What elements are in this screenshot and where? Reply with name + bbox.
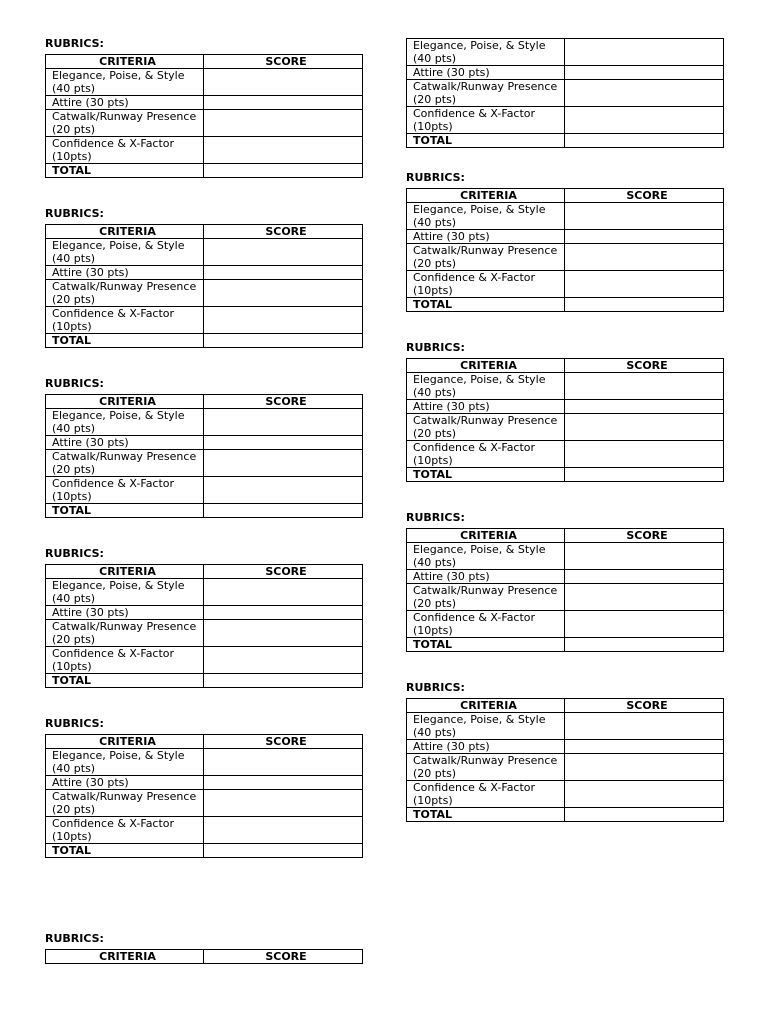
score-cell[interactable] xyxy=(204,776,363,790)
score-cell[interactable] xyxy=(565,754,724,781)
criteria-row xyxy=(46,647,363,674)
criteria-row xyxy=(407,441,724,468)
score-cell[interactable] xyxy=(565,80,724,107)
criteria-row xyxy=(407,713,724,740)
criteria-label: Elegance, Poise, & Style (40 pts) xyxy=(46,579,204,606)
criteria-header: CRITERIA xyxy=(407,699,565,713)
score-header: SCORE xyxy=(565,529,724,543)
criteria-header: CRITERIA xyxy=(407,189,565,203)
total-row xyxy=(46,674,363,688)
criteria-label: Catwalk/Runway Presence (20 pts) xyxy=(407,414,565,441)
criteria-row xyxy=(407,740,724,754)
score-cell[interactable] xyxy=(565,781,724,808)
rubric-title: RUBRICS: xyxy=(406,171,465,184)
total-label: TOTAL xyxy=(407,468,565,482)
rubric-title: RUBRICS: xyxy=(45,717,104,730)
total-label: TOTAL xyxy=(407,298,565,312)
score-cell[interactable] xyxy=(204,280,363,307)
rubric-title: RUBRICS: xyxy=(45,207,104,220)
total-score-cell[interactable] xyxy=(565,638,724,652)
criteria-row xyxy=(46,749,363,776)
criteria-label: Attire (30 pts) xyxy=(407,230,565,244)
rubric-table xyxy=(406,358,724,482)
total-label: TOTAL xyxy=(46,674,204,688)
criteria-row xyxy=(46,450,363,477)
rubric-table xyxy=(406,698,724,822)
criteria-label: Confidence & X-Factor (10pts) xyxy=(46,307,204,334)
total-score-cell[interactable] xyxy=(204,504,363,518)
criteria-row xyxy=(46,776,363,790)
criteria-label: Elegance, Poise, & Style (40 pts) xyxy=(46,239,204,266)
rubric-table xyxy=(45,54,363,178)
score-cell[interactable] xyxy=(565,400,724,414)
score-cell[interactable] xyxy=(204,436,363,450)
criteria-label: Elegance, Poise, & Style (40 pts) xyxy=(46,409,204,436)
header-row xyxy=(46,565,363,579)
total-label: TOTAL xyxy=(407,134,565,148)
rubric-block xyxy=(45,208,362,348)
total-score-cell[interactable] xyxy=(204,674,363,688)
criteria-row xyxy=(46,280,363,307)
criteria-label: Confidence & X-Factor (10pts) xyxy=(46,817,204,844)
criteria-header: CRITERIA xyxy=(407,359,565,373)
criteria-row xyxy=(407,66,724,80)
score-cell[interactable] xyxy=(204,110,363,137)
rubric-block xyxy=(45,933,362,964)
total-label: TOTAL xyxy=(407,638,565,652)
rubric-table xyxy=(45,734,363,858)
criteria-row xyxy=(46,620,363,647)
score-header: SCORE xyxy=(565,189,724,203)
rubric-title: RUBRICS: xyxy=(45,377,104,390)
criteria-label: Confidence & X-Factor (10pts) xyxy=(407,107,565,134)
header-row xyxy=(46,225,363,239)
criteria-header: CRITERIA xyxy=(46,735,204,749)
score-cell[interactable] xyxy=(565,373,724,400)
score-cell[interactable] xyxy=(565,230,724,244)
header-row xyxy=(407,529,724,543)
total-score-cell[interactable] xyxy=(565,468,724,482)
criteria-label: Catwalk/Runway Presence (20 pts) xyxy=(46,790,204,817)
criteria-label: Attire (30 pts) xyxy=(407,400,565,414)
rubric-table xyxy=(45,394,363,518)
score-cell[interactable] xyxy=(204,307,363,334)
criteria-header: CRITERIA xyxy=(46,565,204,579)
criteria-label: Catwalk/Runway Presence (20 pts) xyxy=(407,754,565,781)
score-cell[interactable] xyxy=(204,477,363,504)
score-cell[interactable] xyxy=(565,611,724,638)
criteria-label: Elegance, Poise, & Style (40 pts) xyxy=(407,713,565,740)
total-score-cell[interactable] xyxy=(204,334,363,348)
criteria-label: Elegance, Poise, & Style (40 pts) xyxy=(407,543,565,570)
total-label: TOTAL xyxy=(46,164,204,178)
criteria-label: Attire (30 pts) xyxy=(46,606,204,620)
score-header: SCORE xyxy=(204,565,363,579)
criteria-label: Confidence & X-Factor (10pts) xyxy=(407,271,565,298)
rubric-title: RUBRICS: xyxy=(45,547,104,560)
criteria-label: Confidence & X-Factor (10pts) xyxy=(407,611,565,638)
criteria-row xyxy=(46,96,363,110)
criteria-row xyxy=(407,80,724,107)
total-row xyxy=(46,504,363,518)
criteria-row xyxy=(46,606,363,620)
score-cell[interactable] xyxy=(565,244,724,271)
total-row xyxy=(407,134,724,148)
score-cell[interactable] xyxy=(565,713,724,740)
criteria-label: Attire (30 pts) xyxy=(46,436,204,450)
criteria-header: CRITERIA xyxy=(46,395,204,409)
header-row xyxy=(46,735,363,749)
total-score-cell[interactable] xyxy=(565,808,724,822)
score-cell[interactable] xyxy=(565,441,724,468)
criteria-row xyxy=(407,244,724,271)
total-row xyxy=(46,844,363,858)
rubric-table xyxy=(45,224,363,348)
score-cell[interactable] xyxy=(565,543,724,570)
criteria-row xyxy=(407,230,724,244)
rubric-title: RUBRICS: xyxy=(406,341,465,354)
criteria-row xyxy=(46,307,363,334)
score-cell[interactable] xyxy=(204,450,363,477)
criteria-row xyxy=(46,110,363,137)
rubric-title: RUBRICS: xyxy=(45,932,104,945)
criteria-row xyxy=(407,611,724,638)
criteria-label: Confidence & X-Factor (10pts) xyxy=(46,477,204,504)
criteria-row xyxy=(407,781,724,808)
criteria-label: Confidence & X-Factor (10pts) xyxy=(407,781,565,808)
score-cell[interactable] xyxy=(204,409,363,436)
criteria-header: CRITERIA xyxy=(46,950,204,964)
criteria-label: Attire (30 pts) xyxy=(46,266,204,280)
score-header: SCORE xyxy=(565,699,724,713)
criteria-row xyxy=(407,107,724,134)
score-cell[interactable] xyxy=(204,790,363,817)
criteria-label: Attire (30 pts) xyxy=(46,776,204,790)
criteria-row xyxy=(407,373,724,400)
total-label: TOTAL xyxy=(46,334,204,348)
score-header: SCORE xyxy=(204,55,363,69)
score-cell[interactable] xyxy=(565,271,724,298)
score-header: SCORE xyxy=(204,225,363,239)
header-row xyxy=(407,699,724,713)
rubric-block xyxy=(45,38,362,178)
header-row xyxy=(407,359,724,373)
criteria-row xyxy=(407,203,724,230)
rubric-table xyxy=(406,188,724,312)
total-score-cell[interactable] xyxy=(204,844,363,858)
header-row xyxy=(46,395,363,409)
criteria-label: Attire (30 pts) xyxy=(407,570,565,584)
rubric-title: RUBRICS: xyxy=(406,681,465,694)
criteria-row xyxy=(407,271,724,298)
criteria-row xyxy=(46,817,363,844)
score-cell[interactable] xyxy=(204,620,363,647)
criteria-header: CRITERIA xyxy=(46,55,204,69)
total-label: TOTAL xyxy=(46,844,204,858)
criteria-row xyxy=(46,137,363,164)
criteria-row xyxy=(46,266,363,280)
criteria-label: Confidence & X-Factor (10pts) xyxy=(407,441,565,468)
score-cell[interactable] xyxy=(565,570,724,584)
criteria-label: Confidence & X-Factor (10pts) xyxy=(46,137,204,164)
score-cell[interactable] xyxy=(204,817,363,844)
score-cell[interactable] xyxy=(565,414,724,441)
total-row xyxy=(407,298,724,312)
rubric-title: RUBRICS: xyxy=(45,37,104,50)
criteria-row xyxy=(407,400,724,414)
criteria-row xyxy=(46,579,363,606)
total-row xyxy=(46,164,363,178)
score-header: SCORE xyxy=(204,735,363,749)
criteria-label: Attire (30 pts) xyxy=(407,740,565,754)
score-cell[interactable] xyxy=(565,584,724,611)
rubric-block xyxy=(406,38,723,148)
score-cell[interactable] xyxy=(565,740,724,754)
score-header: SCORE xyxy=(565,359,724,373)
score-cell[interactable] xyxy=(565,107,724,134)
criteria-header: CRITERIA xyxy=(407,529,565,543)
header-row xyxy=(407,189,724,203)
score-cell[interactable] xyxy=(565,203,724,230)
total-score-cell[interactable] xyxy=(565,298,724,312)
criteria-row xyxy=(46,239,363,266)
score-cell[interactable] xyxy=(204,579,363,606)
criteria-label: Catwalk/Runway Presence (20 pts) xyxy=(46,280,204,307)
criteria-row xyxy=(46,477,363,504)
rubric-block xyxy=(45,548,362,688)
criteria-label: Catwalk/Runway Presence (20 pts) xyxy=(46,110,204,137)
score-cell[interactable] xyxy=(565,66,724,80)
total-label: TOTAL xyxy=(46,504,204,518)
criteria-label: Elegance, Poise, & Style (40 pts) xyxy=(46,69,204,96)
score-cell[interactable] xyxy=(204,749,363,776)
criteria-row xyxy=(407,570,724,584)
criteria-row xyxy=(407,414,724,441)
total-label: TOTAL xyxy=(407,808,565,822)
total-row xyxy=(46,334,363,348)
score-header: SCORE xyxy=(204,395,363,409)
criteria-row xyxy=(46,436,363,450)
criteria-row xyxy=(407,543,724,570)
rubric-block xyxy=(406,172,723,312)
total-score-cell[interactable] xyxy=(204,164,363,178)
criteria-header: CRITERIA xyxy=(46,225,204,239)
rubric-title: RUBRICS: xyxy=(406,511,465,524)
criteria-label: Elegance, Poise, & Style (40 pts) xyxy=(407,39,565,66)
score-cell[interactable] xyxy=(204,239,363,266)
total-row xyxy=(407,468,724,482)
rubric-table xyxy=(45,564,363,688)
score-cell[interactable] xyxy=(204,69,363,96)
criteria-label: Elegance, Poise, & Style (40 pts) xyxy=(407,203,565,230)
total-row xyxy=(407,808,724,822)
header-row xyxy=(46,55,363,69)
score-cell[interactable] xyxy=(204,137,363,164)
criteria-label: Catwalk/Runway Presence (20 pts) xyxy=(46,620,204,647)
criteria-label: Attire (30 pts) xyxy=(407,66,565,80)
criteria-label: Elegance, Poise, & Style (40 pts) xyxy=(46,749,204,776)
criteria-row xyxy=(407,584,724,611)
rubric-table xyxy=(45,949,363,964)
score-header: SCORE xyxy=(204,950,363,964)
score-cell[interactable] xyxy=(204,606,363,620)
rubric-block xyxy=(406,682,723,822)
criteria-label: Attire (30 pts) xyxy=(46,96,204,110)
criteria-label: Confidence & X-Factor (10pts) xyxy=(46,647,204,674)
criteria-row xyxy=(46,790,363,817)
criteria-row xyxy=(407,39,724,66)
rubric-block xyxy=(406,342,723,482)
score-cell[interactable] xyxy=(565,39,724,66)
rubric-block xyxy=(406,512,723,652)
criteria-label: Catwalk/Runway Presence (20 pts) xyxy=(407,80,565,107)
rubric-block xyxy=(45,378,362,518)
criteria-label: Catwalk/Runway Presence (20 pts) xyxy=(407,244,565,271)
score-cell[interactable] xyxy=(204,266,363,280)
total-score-cell[interactable] xyxy=(565,134,724,148)
rubric-block xyxy=(45,718,362,858)
criteria-label: Catwalk/Runway Presence (20 pts) xyxy=(46,450,204,477)
rubric-table xyxy=(406,528,724,652)
rubric-table xyxy=(406,38,724,148)
score-cell[interactable] xyxy=(204,647,363,674)
criteria-row xyxy=(407,754,724,781)
score-cell[interactable] xyxy=(204,96,363,110)
criteria-label: Elegance, Poise, & Style (40 pts) xyxy=(407,373,565,400)
criteria-row xyxy=(46,69,363,96)
total-row xyxy=(407,638,724,652)
criteria-row xyxy=(46,409,363,436)
criteria-label: Catwalk/Runway Presence (20 pts) xyxy=(407,584,565,611)
header-row xyxy=(46,950,363,964)
